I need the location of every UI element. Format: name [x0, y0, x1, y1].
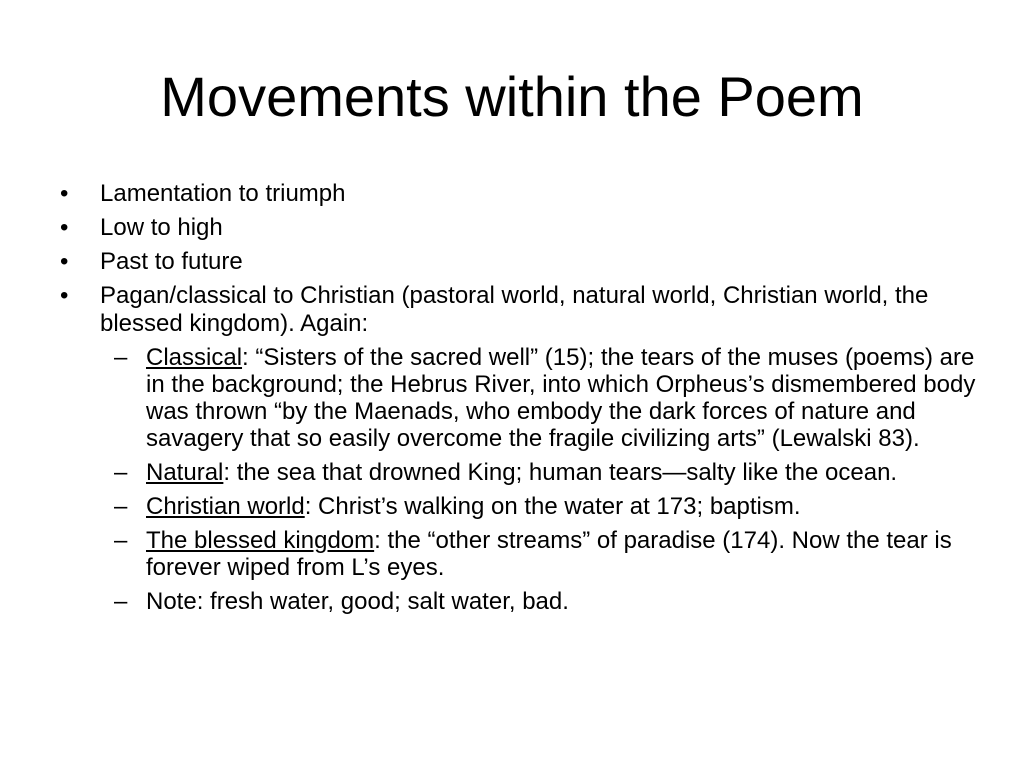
subbullet-text: : “Sisters of the sacred well” (15); the tears of the muses (poems) are in the background; the Hebrus River, into which Orpheus’s dismembered body was thrown “by the Maenads, who embody the dark forces of nature and savagery that so easily overcome the fragile civilizing arts” (Lewalski 83).	[146, 344, 976, 452]
bullet-text: Pagan/classical to Christian (pastoral world, natural world, Christian world, the blessed kingdom). Again:	[100, 282, 929, 337]
subbullet-item	[56, 459, 976, 486]
subbullet-item	[56, 493, 976, 520]
bullet-text: Past to future	[100, 248, 243, 275]
subbullet-label: Classical	[146, 344, 243, 371]
subbullet-label: Christian world	[146, 493, 305, 520]
subbullet-text: : Christ’s walking on the water at 173; baptism.	[304, 493, 801, 520]
dash-marker: –	[114, 527, 128, 554]
subbullet-text: Note: fresh water, good; salt water, bad.	[146, 588, 569, 615]
dash-marker: –	[114, 493, 128, 520]
subbullet-text: : the “other streams” of paradise (174). Now the tear is forever wiped from L’s eyes.	[146, 527, 952, 581]
subbullet-text: : the sea that drowned King; human tears—salty like the ocean.	[223, 459, 898, 486]
bullet-item	[56, 282, 976, 338]
dash-marker: –	[114, 588, 128, 615]
bullet-marker: •	[60, 180, 69, 207]
subbullet-label: The blessed kingdom	[146, 527, 375, 554]
bullet-text: Lamentation to triumph	[100, 180, 346, 207]
bullet-marker: •	[60, 282, 69, 309]
subbullet-item	[56, 588, 976, 615]
subbullet-item	[56, 344, 976, 452]
slide-title: Movements within the Poem	[160, 65, 864, 128]
bullet-marker: •	[60, 248, 69, 275]
bullet-text: Low to high	[100, 214, 223, 241]
dash-marker: –	[114, 459, 128, 486]
subbullet-item	[56, 527, 976, 581]
bullet-item	[56, 180, 976, 208]
subbullet-label: Natural	[146, 459, 224, 486]
bullet-marker: •	[60, 214, 69, 241]
bullet-item	[56, 248, 976, 276]
bullet-item	[56, 214, 976, 242]
slide-body	[56, 180, 976, 622]
dash-marker: –	[114, 344, 128, 371]
